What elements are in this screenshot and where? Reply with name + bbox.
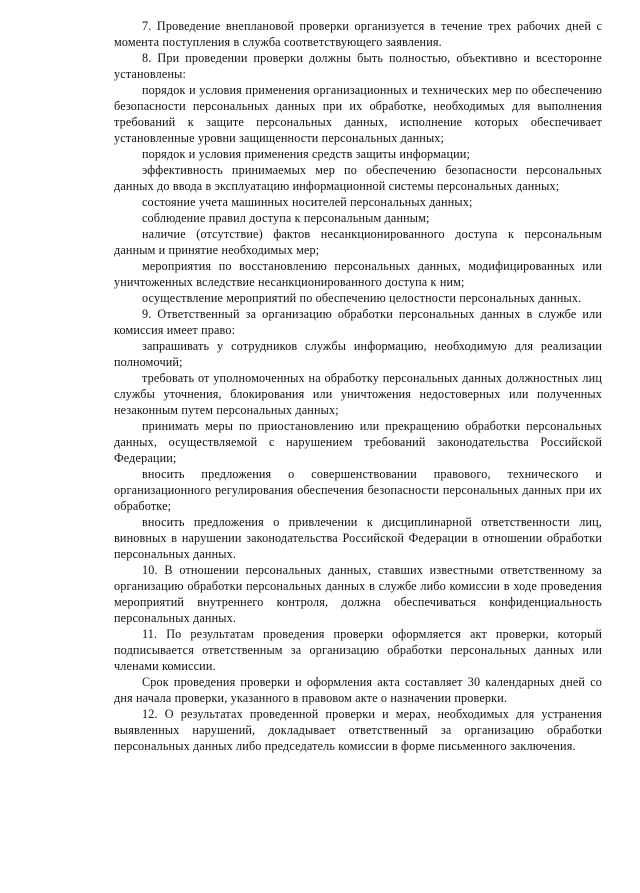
paragraph-12: 12. О результатах проведенной проверки и мерах, необходимых для устранения выявленных нарушений, докладывает ответственный за организацию обработки персональных данных либо председатель комиссии в форме письменного заключения.	[114, 707, 602, 753]
list-item: соблюдение правил доступа к персональным данным;	[142, 211, 430, 225]
list-item: эффективность принимаемых мер по обеспечению безопасности персональных данных до ввода в эксплуатацию информационной системы персональных данных;	[114, 163, 602, 193]
list-item: порядок и условия применения средств защиты информации;	[142, 147, 471, 161]
list-item: мероприятия по восстановлению персональных данных, модифицированных или уничтоженных вследствие несанкционированного доступа к ним;	[114, 259, 602, 289]
list-item: запрашивать у сотрудников службы информацию, необходимую для реализации полномочий;	[114, 339, 602, 369]
paragraph-10: 10. В отношении персональных данных, ставших известными ответственному за организацию обработки персональных данных в службе либо комиссии в ходе проведения мероприятий внутреннего контроля, должна обеспечиваться конфиденциальность персональных данных.	[114, 563, 602, 625]
list-item: осуществление мероприятий по обеспечению целостности персональных данных.	[142, 291, 582, 305]
list-item: порядок и условия применения организационных и технических мер по обеспечению безопасности персональных данных при их обработке, необходимых для выполнения требований к защите персональных данных, исполнение которых обеспечивает установленные уровни защищенности персональных данных;	[114, 83, 602, 145]
paragraph-9: 9. Ответственный за организацию обработки персональных данных в службе или комиссия имеет право:	[114, 307, 602, 337]
paragraph-deadline: Срок проведения проверки и оформления акта составляет 30 календарных дней со дня начала проверки, указанного в правовом акте о назначении проверки.	[114, 675, 602, 705]
paragraph-7: 7. Проведение внеплановой проверки организуется в течение трех рабочих дней с момента поступления в служба соответствующего заявления.	[114, 19, 602, 49]
paragraph-11: 11. По результатам проведения проверки оформляется акт проверки, который подписывается ответственным за организацию обработки персональных данных или членами комиссии.	[114, 627, 602, 673]
list-item: вносить предложения о привлечении к дисциплинарной ответственности лиц, виновных в нарушении законодательства Российской Федерации в отношении обработки персональных данных.	[114, 515, 602, 561]
list-item: вносить предложения о совершенствовании правового, технического и организационного регулирования обеспечения безопасности персональных данных при их обработке;	[114, 467, 602, 513]
paragraph-8: 8. При проведении проверки должны быть полностью, объективно и всесторонне установлены:	[114, 51, 602, 81]
list-item: требовать от уполномоченных на обработку персональных данных должностных лиц службы уточнения, блокирования или уничтожения недостоверных или полученных незаконным путем персональных данных;	[114, 371, 602, 417]
list-item: наличие (отсутствие) фактов несанкционированного доступа к персональным данным и принятие необходимых мер;	[114, 227, 602, 257]
list-item: принимать меры по приостановлению или прекращению обработки персональных данных, осуществляемой с нарушением требований законодательства Российской Федерации;	[114, 419, 602, 465]
list-item: состояние учета машинных носителей персональных данных;	[142, 195, 473, 209]
